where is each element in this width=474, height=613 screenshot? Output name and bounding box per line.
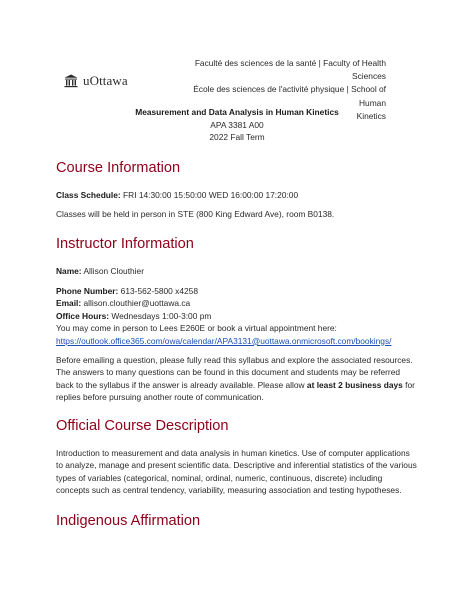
office-hours-row: [56, 310, 418, 322]
school-line: École des sciences de l'activité physique | School of Human: [193, 84, 386, 108]
phone-value: 613-562-5800 x4258: [118, 286, 198, 296]
university-building-icon: [64, 74, 78, 88]
booking-link[interactable]: https://outlook.office365.com/owa/calendar/APA3131@uottawa.onmicrosoft.com/bookings/: [56, 335, 392, 346]
email-label: Email:: [56, 298, 82, 309]
instructor-name-value: Allison Clouthier: [81, 266, 144, 276]
course-header: [0, 106, 474, 144]
office-hours-label: Office Hours:: [56, 310, 110, 321]
course-term: 2022 Fall Term: [209, 132, 265, 143]
office-hours-value: Wednesdays 1:00-3:00 pm: [109, 310, 212, 321]
course-title: Measurement and Data Analysis in Human Kinetics: [135, 107, 339, 117]
uottawa-logo: [64, 73, 128, 89]
instructor-contact: [56, 285, 418, 347]
instructor-name: [56, 265, 418, 277]
course-information-heading: Course Information: [56, 160, 181, 176]
guidance-text-end: for replies before pursuing another route of communication.: [56, 379, 415, 403]
course-description-text: Introduction to measurement and data analysis in human kinetics. Use of computer applications to analyze, manage and present scientific data. Descriptive and inferential statistics of the various types of variables (categorical, nominal, ordinal, numeric, continuous, discrete) including concepts such as central tendency, variability, measuring association and testing hypotheses.: [56, 448, 417, 496]
class-schedule: [56, 189, 418, 201]
email-row: [56, 297, 418, 309]
instructor-name-label: Name:: [56, 266, 82, 276]
phone-row: [56, 285, 418, 297]
class-schedule-label: Class Schedule:: [56, 190, 121, 200]
logo-text: uOttawa: [83, 73, 128, 88]
email-value[interactable]: allison.clouthier@uottawa.ca: [81, 298, 191, 309]
school-line: Kinetics: [356, 110, 386, 121]
instructor-information-heading: Instructor Information: [56, 236, 194, 252]
faculty-line: Sciences: [352, 71, 386, 82]
phone-label: Phone Number:: [56, 286, 119, 296]
course-description-heading: Official Course Description: [56, 418, 229, 434]
guidance-text: Before emailing a question, please fully read this syllabus and explore the associated resources. The answers to many questions can be found in this document and students may be referred back to the syllabus if the answer is already available. Please allow: [56, 355, 413, 390]
class-schedule-value: FRI 14:30:00 15:50:00 WED 16:00:00 17:20:00: [120, 190, 299, 200]
guidance-emphasis: at least 2 business days: [306, 379, 403, 390]
course-code: APA 3381 A00: [210, 119, 264, 130]
appointment-text: You may come in person to Lees E260E or book a virtual appointment here:: [56, 323, 337, 334]
faculty-line: Faculté des sciences de la santé | Faculty of Health: [194, 58, 386, 68]
class-location: Classes will be held in person in STE (800 King Edward Ave), room B0138.: [56, 209, 335, 219]
email-guidance: [56, 354, 418, 404]
indigenous-affirmation-heading: Indigenous Affirmation: [56, 513, 201, 529]
